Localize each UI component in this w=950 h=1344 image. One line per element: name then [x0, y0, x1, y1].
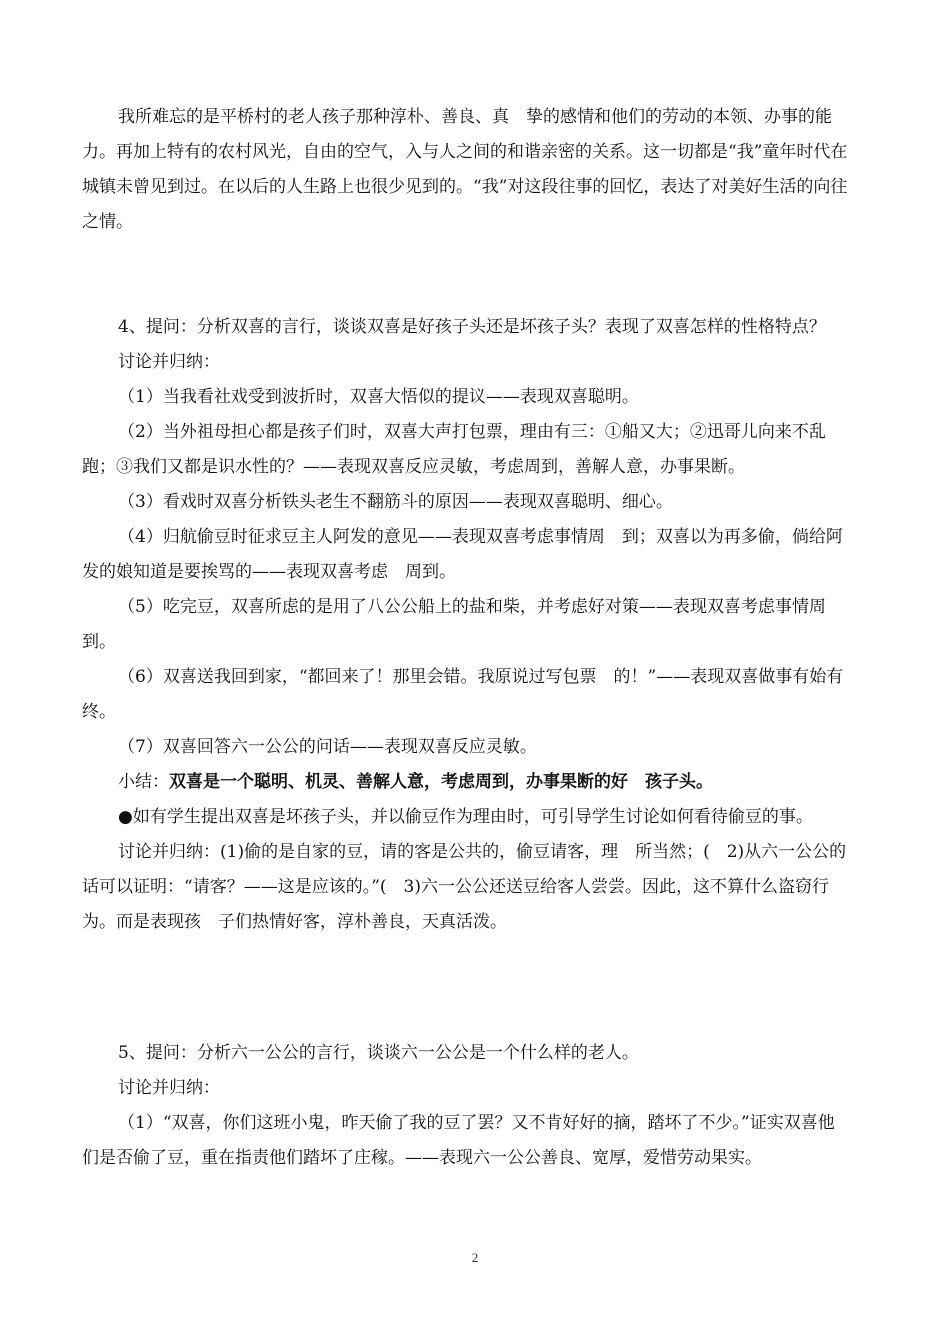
section-4-item-6: （6）双喜送我回到家，“都回来了！那里会错。我原说过写包票 的！”——表现双喜做事有始有终。 [82, 667, 844, 722]
section-4-item-5: （5）吃完豆，双喜所虑的是用了八公公船上的盐和柴，并考虑好对策——表现双喜考虑事情周到。 [82, 597, 826, 652]
summary-label: 小结： [118, 772, 169, 792]
section-4-conclusion: 讨论并归纳：(1)偷的是自家的豆，请的客是公共的，偷豆请客，理 所当然；( 2)从六一公公的话可以证明：“请客？——这是应该的。”( 3)六一公公还送豆给客人尝尝。因此，这不算什么盗窃行为。而是表现孩 子们热情好客，淳朴善良，天真活泼。 [82, 842, 847, 932]
section-5-item-1: （1）“双喜，你们这班小鬼，昨天偷了我的豆了罢？又不肯好好的摘，踏坏了不少。”证实双喜他们是否偷了豆，重在指责他们踏坏了庄稼。——表现六一公公善良、宽厚，爱惜劳动果实。 [82, 1113, 835, 1168]
page-number: 2 [471, 1250, 479, 1265]
section-5-discuss-label: 讨论并归纳： [118, 1078, 220, 1098]
section-4 [82, 310, 850, 940]
section-4-question: 4、提问：分析双喜的言行，谈谈双喜是好孩子头还是坏孩子头？表现了双喜怎样的性格特点？ [118, 317, 826, 337]
summary-text: 双喜是一个聪明、机灵、善解人意，考虑周到，办事果断的好 孩子头。 [169, 772, 713, 792]
section-4-item-4: （4）归航偷豆时征求豆主人阿发的意见——表现双喜考虑事情周 到；双喜以为再多偷，倘给阿发的娘知道是要挨骂的——表现双喜考虑 周到。 [82, 527, 843, 582]
section-4-item-7: （7）双喜回答六一公公的问话——表现双喜反应灵敏。 [118, 737, 537, 757]
section-5-question: 5、提问：分析六一公公的言行，谈谈六一公公是一个什么样的老人。 [118, 1043, 639, 1063]
section-4-summary [82, 765, 850, 800]
section-4-bullet-note: ●如有学生提出双喜是坏孩子头，并以偷豆作为理由时，可引导学生讨论如何看待偷豆的事。 [118, 807, 813, 827]
intro-paragraph: 我所难忘的是平桥村的老人孩子那种淳朴、善良、真 挚的感情和他们的劳动的本领、办事的能力。再加上特有的农村风光，自由的空气，入与人之间的和谐亲密的关系。这一切都是“我”童年时代在城镇未曾见到过。在以后的人生路上也很少见到的。“我”对这段往事的回忆，表达了对美好生活的向往之情。 [82, 107, 848, 232]
section-4-discuss-label: 讨论并归纳： [118, 352, 220, 372]
section-4-item-3: （3）看戏时双喜分析铁头老生不翻筋斗的原因——表现双喜聪明、细心。 [118, 492, 673, 512]
section-4-item-2: （2）当外祖母担心都是孩子们时，双喜大声打包票，理由有三：①船又大；②迅哥儿向来不乱跑；③我们又都是识水性的？——表现双喜反应灵敏，考虑周到，善解人意，办事果断。 [82, 422, 826, 477]
intro-paragraph-block [82, 100, 850, 240]
section-4-item-1: （1）当我看社戏受到波折时，双喜大悟似的提议——表现双喜聪明。 [118, 387, 639, 407]
section-5 [82, 1036, 850, 1176]
